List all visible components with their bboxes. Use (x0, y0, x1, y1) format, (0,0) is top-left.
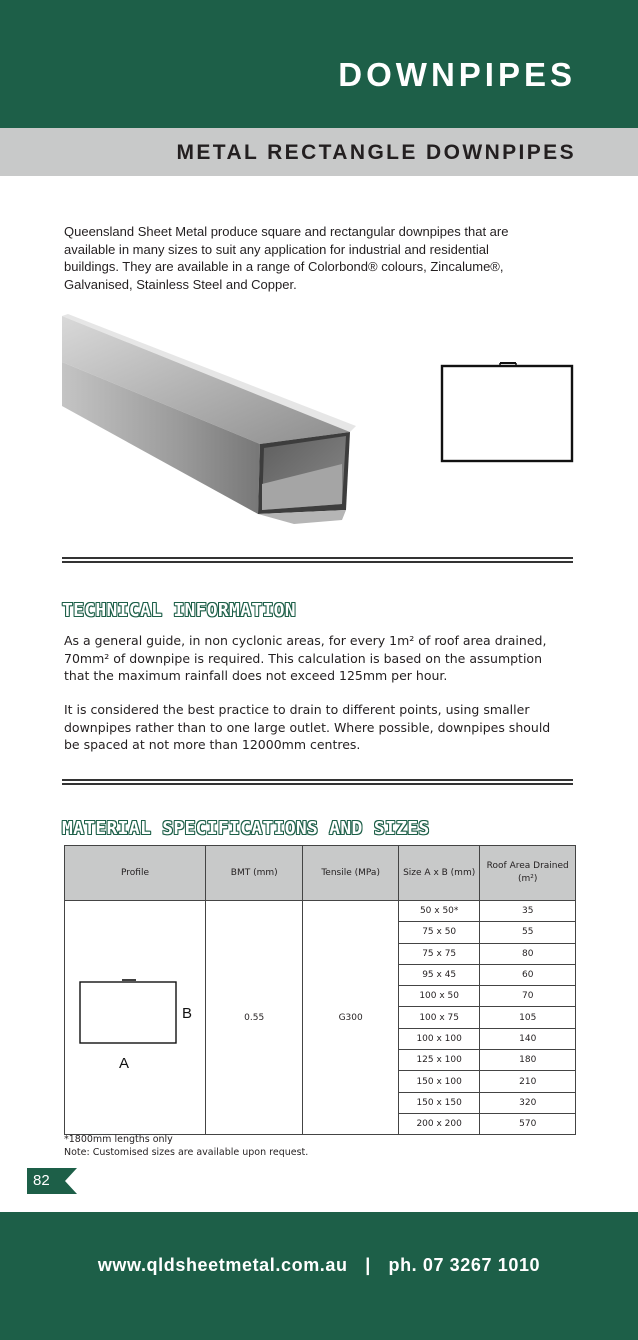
technical-info-heading: TECHNICAL INFORMATION (62, 600, 296, 621)
section-subtitle: METAL RECTANGLE DOWNPIPES (176, 141, 576, 164)
area-cell: 55 (480, 922, 576, 943)
size-cell: 75 x 75 (398, 943, 480, 964)
footer-band (0, 1212, 638, 1340)
area-cell: 140 (480, 1028, 576, 1049)
col-header-bmt: BMT (mm) (206, 846, 303, 901)
area-cell: 70 (480, 986, 576, 1007)
size-cell: 200 x 200 (398, 1113, 480, 1134)
size-cell: 100 x 50 (398, 986, 480, 1007)
profile-outline-diagram (436, 358, 576, 464)
page-number: 82 (33, 1172, 50, 1189)
table-row (65, 901, 576, 922)
area-cell: 570 (480, 1113, 576, 1134)
col-header-profile: Profile (65, 846, 206, 901)
size-cell: 100 x 100 (398, 1028, 480, 1049)
size-cell: 100 x 75 (398, 1007, 480, 1028)
area-cell: 180 (480, 1050, 576, 1071)
area-cell: 210 (480, 1071, 576, 1092)
size-cell: 150 x 100 (398, 1071, 480, 1092)
area-cell: 35 (480, 901, 576, 922)
dimension-b-label: B (182, 1005, 193, 1023)
size-cell: 125 x 100 (398, 1050, 480, 1071)
table-header-row (65, 846, 576, 901)
website-link[interactable]: www.qldsheetmetal.com.au (97, 1255, 348, 1275)
phone-number: ph. 07 3267 1010 (388, 1255, 541, 1275)
footer-contact (0, 1255, 638, 1276)
intro-paragraph: Queensland Sheet Metal produce square and rectangular downpipes that are available in many sizes to suit any application for industrial and residential buildings. They are available in a range of Colorbond® colours, Zincalume®, Galvanised, Stainless Steel and Copper. (64, 224, 509, 292)
area-cell: 105 (480, 1007, 576, 1028)
area-cell: 320 (480, 1092, 576, 1113)
area-cell: 80 (480, 943, 576, 964)
footer-separator: | (365, 1255, 371, 1275)
bmt-cell: 0.55 (206, 901, 303, 1135)
profile-cell (65, 901, 206, 1135)
size-cell: 95 x 45 (398, 964, 480, 985)
footnote-custom-sizes: Note: Customised sizes are available upon request. (64, 1147, 309, 1158)
section-divider (62, 779, 573, 785)
technical-paragraph-1: As a general guide, in non cyclonic areas, for every 1m² of roof area drained, 70mm² of downpipe is required. This calculation is based on the assumption that the maximum rainfall does not exceed 125mm per hour. (64, 633, 547, 683)
col-header-tensile: Tensile (MPa) (303, 846, 398, 901)
col-header-roof-area: Roof Area Drained (m²) (480, 846, 576, 901)
footnote-lengths: *1800mm lengths only (64, 1134, 173, 1145)
size-cell: 150 x 150 (398, 1092, 480, 1113)
page-title: DOWNPIPES (338, 56, 576, 93)
material-specs-heading: MATERIAL SPECIFICATIONS AND SIZES (62, 818, 430, 839)
section-divider (62, 557, 573, 563)
spec-table (64, 845, 576, 1135)
area-cell: 60 (480, 964, 576, 985)
tensile-cell: G300 (303, 901, 398, 1135)
dimension-a-label: A (119, 1055, 130, 1073)
col-header-size: Size A x B (mm) (398, 846, 480, 901)
technical-paragraph-2: It is considered the best practice to drain to different points, using smaller downpipes rather than to one large outlet. Where possible, downpipes should be spaced at not more than 12000mm centres. (64, 702, 551, 752)
size-cell: 50 x 50* (398, 901, 480, 922)
table-footnotes (64, 1133, 308, 1159)
profile-diagram (65, 906, 205, 1129)
downpipe-photo (62, 314, 388, 542)
size-cell: 75 x 50 (398, 922, 480, 943)
